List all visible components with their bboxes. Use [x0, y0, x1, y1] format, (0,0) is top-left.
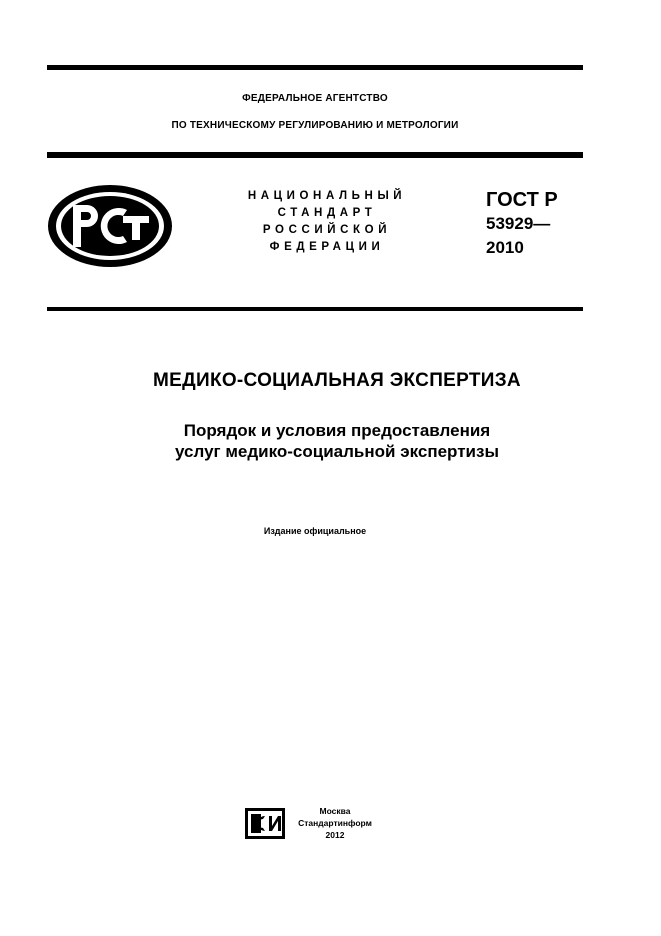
publisher-info — [290, 805, 380, 841]
standard-designation — [486, 188, 558, 260]
standard-type-line-1: НАЦИОНАЛЬНЫЙ — [247, 190, 407, 202]
subtitle-line-2: услуг медико-социальной экспертизы — [175, 442, 499, 461]
document-title: МЕДИКО-СОЦИАЛЬНАЯ ЭКСПЕРТИЗА — [153, 370, 521, 391]
bottom-rule — [47, 307, 583, 311]
designation-line-1: ГОСТ Р — [486, 189, 558, 211]
standard-type-line-3: РОССИЙСКОЙ — [262, 224, 392, 236]
subtitle-line-1: Порядок и условия предоставления — [183, 421, 491, 440]
standard-type-line-4: ФЕДЕРАЦИИ — [269, 241, 385, 253]
agency-line-1: ФЕДЕРАЛЬНОЕ АГЕНТСТВО — [242, 93, 388, 104]
designation-line-3: 2010 — [486, 238, 524, 257]
publisher-city: Москва — [319, 806, 351, 816]
publisher-year: 2012 — [325, 830, 345, 840]
designation-line-2: 53929— — [486, 214, 551, 233]
document-subtitle — [47, 420, 627, 462]
publisher-name: Стандартинформ — [298, 818, 372, 828]
middle-rule — [47, 152, 583, 158]
top-rule — [47, 65, 583, 70]
standartinform-logo-icon — [245, 808, 285, 839]
agency-line-2: ПО ТЕХНИЧЕСКОМУ РЕГУЛИРОВАНИЮ И МЕТРОЛОГИИ — [171, 120, 459, 131]
edition-label: Издание официальное — [263, 526, 367, 536]
standard-type — [232, 188, 422, 256]
rst-logo-icon — [45, 182, 175, 270]
logo-text: РСТ — [45, 182, 47, 183]
standard-type-line-2: СТАНДАРТ — [277, 207, 377, 219]
